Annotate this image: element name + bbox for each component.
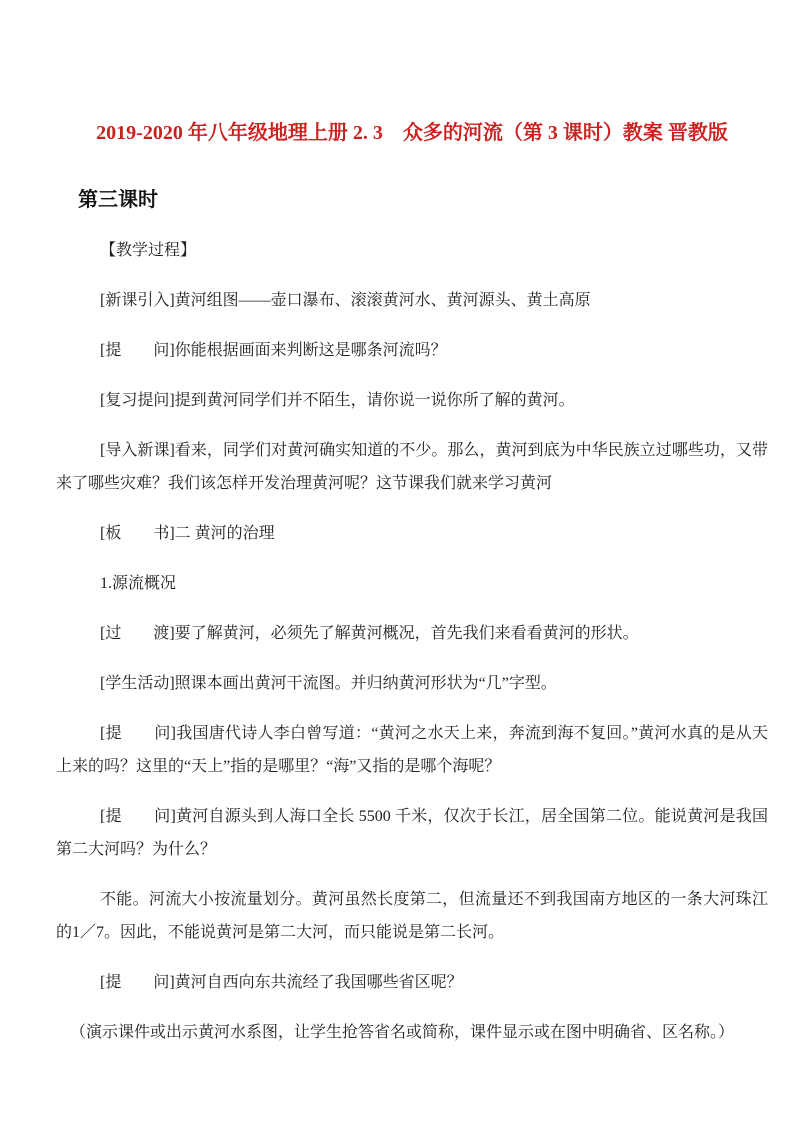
paragraph-question-libai-poem: [提 问]我国唐代诗人李白曾写道：“黄河之水天上来，奔流到海不复回。”黄河水真的是从天上来的吗？这里的“天上”指的是哪里？“海”又指的是哪个海呢？ <box>56 725 768 775</box>
paragraph-question-river-length: [提 问]黄河自源头到人海口全长 5500 千米，仅次于长江，居全国第二位。能说黄河是我国第二大河吗？为什么？ <box>56 808 768 858</box>
paragraph-transition: [过 渡]要了解黄河，必须先了解黄河概况，首先我们来看看黄河的形状。 <box>100 625 639 642</box>
teaching-process-heading: 【教学过程】 <box>100 242 197 259</box>
document-title: 2019-2020 年八年级地理上册 2. 3 众多的河流（第 3 课时）教案 晋教版 <box>96 122 728 144</box>
paragraph-answer-flow-volume: 不能。河流大小按流量划分。黄河虽然长度第二，但流量还不到我国南方地区的一条大河珠江的1／7。因此，不能说黄河是第二大河，而只能说是第二长河。 <box>56 891 768 941</box>
paragraph-student-activity: [学生活动]照课本画出黄河干流图。并归纳黄河形状为“几”字型。 <box>100 675 557 692</box>
paragraph-courseware-note: （演示课件或出示黄河水系图，让学生抢答省名或简称，课件显示或在图中明确省、区名称。） <box>70 1024 735 1041</box>
section-heading-third-lesson: 第三课时 <box>78 189 158 211</box>
paragraph-subtopic-overview: 1.源流概况 <box>100 575 177 592</box>
paragraph-question-provinces: [提 问]黄河自西向东共流经了我国哪些省区呢？ <box>100 974 463 991</box>
paragraph-new-lesson-intro: [新课引入]黄河组图——壶口瀑布、滚滚黄河水、黄河源头、黄土高原 <box>100 292 591 309</box>
paragraph-lesson-lead-in: [导入新课]看来，同学们对黄河确实知道的不少。那么，黄河到底为中华民族立过哪些功，又带来了哪些灾难？我们该怎样开发治理黄河呢？这节课我们就来学习黄河 <box>56 442 768 492</box>
paragraph-board-writing: [板 书]二 黄河的治理 <box>100 525 275 542</box>
document-content <box>56 118 768 1066</box>
paragraph-review-question: [复习提问]提到黄河同学们并不陌生，请你说一说你所了解的黄河。 <box>100 392 575 409</box>
paragraph-question-river-guess: [提 问]你能根据画面来判断这是哪条河流吗？ <box>100 342 447 359</box>
